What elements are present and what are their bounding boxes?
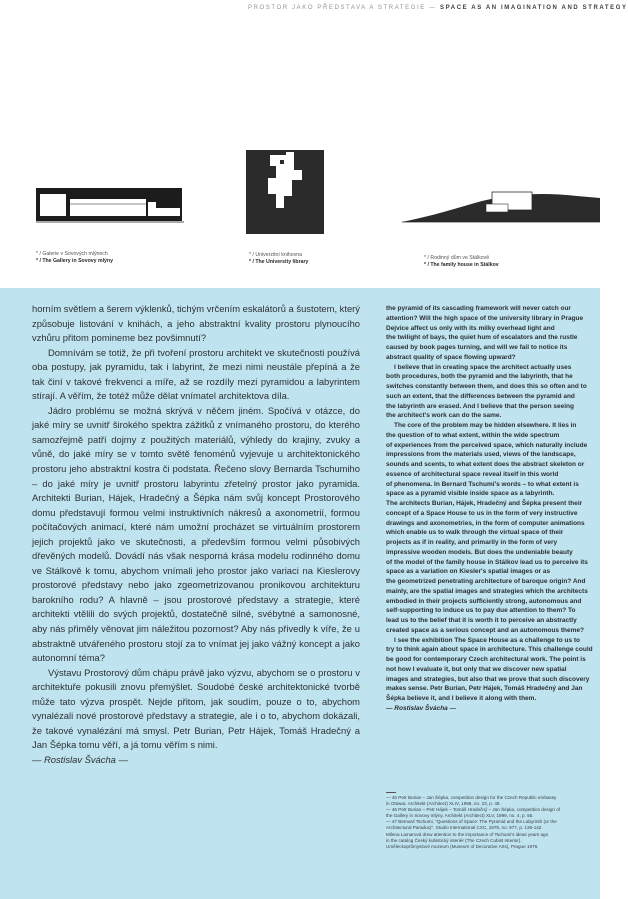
caption-gallery-en: * / The Gallery in Sovovy mlýny: [36, 257, 113, 264]
english-text-line: images and strategies, but also that we prove that such discovery: [386, 675, 590, 683]
footnote-rule: [386, 792, 396, 793]
english-text-column: [386, 304, 600, 714]
czech-signature: — Rostislav Švácha —: [32, 753, 128, 765]
footnote-line: in the catalog Český kubistický interiér (The Czech Cubist Interior).: [386, 837, 522, 843]
english-signature: — Rostislav Švácha —: [386, 704, 457, 712]
english-text-line: space as a variation on Kiesler's spatial images or as: [386, 568, 551, 576]
caption-house: [424, 255, 499, 268]
english-text-line: embodied in their projects sufficiently strong, autonomous and: [386, 597, 582, 605]
english-text-line: The core of the problem may be hidden elsewhere. It lies in: [394, 422, 577, 429]
running-header-en: SPACE AS AN IMAGINATION AND STRATEGY: [436, 5, 628, 11]
caption-library: [249, 252, 308, 265]
footnote-line: — 45 Petr Burian – Jan Šépka, competition design for the Czech Republic embassy: [386, 795, 557, 800]
english-text-line: of phenomena. In Bernard Tschumi's words – to what extent is: [386, 480, 579, 488]
english-text-line: attention? Will the high space of the university library in Prague: [386, 314, 584, 322]
footnote-line: — 47 Bernard Tschumi, "Questions of Space: The Pyramid and the Labyrinth (or the: [386, 819, 557, 825]
czech-text-column: [32, 302, 360, 768]
english-text-line: impressions from the materials used, views of the landscape,: [386, 451, 576, 459]
english-text-line: the architect's work can do the same.: [386, 412, 502, 420]
caption-house-en: * / The family house in Stálkov: [424, 261, 499, 268]
english-text-line: be good for contemporary Czech architectural work. The point is: [386, 656, 586, 663]
english-text-line: self-supporting to induce us to pay due attention to them? To: [386, 607, 576, 615]
caption-gallery: [36, 251, 113, 264]
caption-library-en: * / The University library: [249, 258, 309, 265]
english-text-line: I believe that in creating space the architect actually uses: [394, 363, 572, 371]
footnote-line: in Ottawa. Architekt (Architect) XLIV, 1998, no. 23, p. 48.: [386, 801, 501, 807]
footnote-line: the Gallery in Sovovy mlýny. Architekt (Architect) XLV, 1999, no. 4, p. 55.: [386, 813, 534, 819]
running-header: [248, 5, 628, 11]
english-text-line: The architects Burian, Hájek, Hradečný and Šépka present their: [386, 500, 583, 507]
english-text-line: the geometrized penetrating architecture of baroque origin? And: [386, 578, 586, 585]
footnote-line: — 46 Petr Burian – Petr Hájek – Tomáš Hradečný – Jan Šépka, competition design of: [386, 807, 561, 813]
footnote-line: Architectural Paradox)". Studio International CXC, 1975, no. 977, p. 136-142.: [386, 825, 543, 831]
english-text-line: projects as if in reality, and primarily in the form of very: [386, 539, 558, 546]
english-text-line: both procedures, both the pyramid and the labyrinth, that he: [386, 373, 573, 381]
english-text-line: the question of to what extent, within the wide spectrum: [386, 431, 560, 439]
english-text-line: concept of a Space House to us in the form of very instructive: [386, 509, 578, 517]
english-text-line: created space as a serious concept and an autonomous theme?: [386, 626, 584, 634]
english-text-line: of the model of the family house in Stálkov lead us to perceive its: [386, 558, 588, 566]
caption-gallery-cz: * / Galerie v Sovových mlýnech: [36, 251, 108, 257]
caption-library-cz: * / Univerzitní knihovna: [249, 252, 303, 258]
english-text-line: which enable us to walk through the virtual space of their: [386, 529, 564, 537]
footnotes: [386, 792, 600, 850]
english-text-line: sounds and scents, to what extent does the abstract skeleton or: [386, 461, 585, 468]
czech-paragraph: Domnívám se totiž, že při tvoření prostoru architekt ve skutečnosti používá oba postupy, jak pyramidu, tak i labyrint, že mezi nimi neustále přepíná a že tak činí v takové frekvenci a míře, až se rozdíly mezi pyramidou a labyrintem stírají. A věřím, že totéž může dělat vnímatel architektova díla.: [32, 346, 360, 402]
library-plan-drawing: [246, 150, 324, 234]
caption-house-cz: * / Rodinný dům ve Stálkově: [424, 255, 490, 261]
running-header-cz: PROSTOR JAKO PŘEDSTAVA A STRATEGIE —: [248, 5, 437, 11]
czech-paragraph: Výstavu Prostorový dům chápu právě jako výzvu, abychom se o prostoru v architektuře pokusili znovu přemýšlet. Soudobé české architektonické tvorbě může tato výzva prospět. Nejde přitom, jak soudím, pouze o to, abychom vynalézali nové prostorové představy a strategie, ale i o to, abychom dokázali, že takové vynalézání má smysl. Petr Burian, Petr Hájek, Tomáš Hradečný a Jan Šépka tomu věří, a já tomu věřím s nimi.: [32, 666, 360, 751]
english-text-line: switches constantly between them, and does this so often and to: [386, 383, 587, 390]
english-text-line: Dejvice affect us only with its milky overhead light and: [386, 324, 555, 332]
english-text-line: lead us to the belief that it is worth it to perceive an abstractly: [386, 617, 577, 624]
english-text-line: the twilight of bays, the quiet hum of escalators and the rustle: [386, 334, 578, 342]
english-text-line: impressive wooden models. But does the undeniable beauty: [386, 548, 573, 556]
english-text-line: of experiences from the perceived space, which naturally include: [386, 441, 588, 449]
illustration-band: [0, 0, 600, 288]
czech-paragraph: horním světlem a šerem výklenků, tichým vrčením eskalátorů a šustotem, který způsobuje listování v knihách, a jeho abstraktní kvality prostoru plynoucího vzhůru přitom pomineme bez povšimnutí?: [32, 303, 360, 344]
english-text-line: try to think again about space in architecture. This challenge could: [386, 646, 593, 654]
house-section-drawing: [402, 186, 600, 226]
english-text-line: essence of architectural space reveal itself in this world: [386, 470, 559, 478]
czech-paragraph: Jádro problému se možná skrývá v něčem jiném. Spočívá v otázce, do jaké míry se uvnitř širokého spektra zážitků z vnímaného prostoru, do kterého samozřejmě patří dojmy z použitých materiálů, výhledy do krajiny, zvuky a vůně, do jaké míry se v tomto světě fenoménů vyjevuje u architektonického prostoru jeho abstraktní kostra či podstata. Řečeno slovy Bernarda Tschumiho – do jaké míry je uvnitř prostoru labyrintu zřetelný prostor jako pyramida. Architekti Burian, Hájek, Hradečný a Šépka nám svůj koncept Prostorového domu představují formou velmi instruktivních nákresů a axonometrií, formou počítačových animací, které nám umožní procházet se virtuálním prostorem jejich projektů jako ve skutečnosti, a především formou velmi působivých dřevěných modelů. Dovádí nás však nesporná krása modelu rodinného domu ve Stálkově k tomu, abychom vnímali jeho prostor jako variaci na Kieslerovy prostorové představy nebo jako zgeometrizovanou pronikovou architekturu barokního rodu? A hlavně – jsou prostorové představy a strategie, které architekti vtělili do svých projektů, dostatečně silné, svébytné a samonosné, aby nás přiměly věnovat jim náležitou pozornost? Aby nás přivedly k víře, že u abstraktně utvářeného prostoru stojí za to vnímat jej jako vážný koncept a jako autonomní téma?: [32, 404, 360, 664]
english-text-line: drawings and axonometries, in the form of computer animations: [386, 519, 585, 527]
english-text-line: the pyramid of its cascading framework will never catch our: [386, 305, 571, 312]
english-text-line: space as a pyramid visible inside space as a labyrinth.: [386, 490, 555, 498]
gallery-section-drawing: [36, 182, 184, 228]
english-text-line: abstract quality of space flowing upward?: [386, 353, 516, 361]
english-text-line: mainly, are the spatial images and strategies which the architects: [386, 587, 588, 595]
footnote-line: Uměleckoprůmyslové muzeum (Museum of Decorative Arts), Prague 1976.: [386, 843, 539, 849]
footnote-line: Milena Lamarová drew attention to the importance of Tschumi's ideas years ago: [386, 831, 549, 837]
english-text-line: I see the exhibition The Space House as a challenge to us to: [394, 636, 581, 644]
english-text-line: makes sense. Petr Burian, Petr Hájek, Tomáš Hradečný and Jan: [386, 685, 583, 693]
english-text-line: such an extent, that the differences between the pyramid and: [386, 392, 575, 400]
english-text-line: the labyrinth are erased. And I believe that the person seeing: [386, 402, 574, 410]
english-text-line: not how I evaluate it, but only that we discover new spatial: [386, 665, 567, 673]
english-text-line: Šépka believe it, and I believe it along with them.: [386, 695, 537, 702]
english-text-line: caused by book pages turning, and will we fail to notice its: [386, 344, 568, 351]
